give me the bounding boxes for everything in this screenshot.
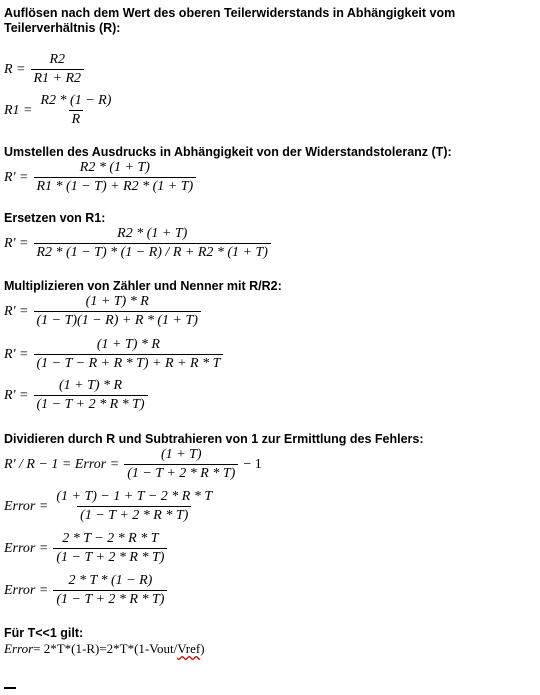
equation-2 xyxy=(4,93,116,128)
denominator: (1 − T + 2 * R * T) xyxy=(34,395,148,413)
denominator: R2 * (1 − T) * (1 − R) / R + R2 * (1 + T) xyxy=(34,243,271,261)
equation-fraction xyxy=(34,337,224,372)
numerator: (1 + T) − 1 + T − 2 * R * T xyxy=(56,489,213,504)
section-heading-5: Dividieren durch R und Subtrahieren von 1 zur Ermittlung des Fehlers: xyxy=(4,432,424,446)
equation-tail: − 1 xyxy=(243,456,262,472)
text-cursor-dash xyxy=(4,687,16,689)
numerator: R2 * (1 − R) xyxy=(40,93,112,108)
equation-11 xyxy=(4,573,169,608)
equation-fraction xyxy=(34,160,197,195)
denominator: (1 − T + 2 * R * T) xyxy=(53,548,167,566)
numerator: (1 + T) xyxy=(160,447,202,462)
equation-lhs: R = xyxy=(4,61,26,77)
final-lhs: Error xyxy=(4,641,34,656)
equation-lhs: Error = xyxy=(4,498,49,514)
denominator: R1 + R2 xyxy=(31,69,85,87)
equation-lhs: Error = xyxy=(4,582,49,598)
final-close: ) xyxy=(200,641,205,656)
numerator: 2 * T * (1 − R) xyxy=(68,573,153,588)
section-heading-2: Umstellen des Ausdrucks in Abhängigkeit von der Widerstandstoleranz (T): xyxy=(4,145,452,159)
numerator: R2 xyxy=(49,52,66,67)
equation-fraction xyxy=(34,226,271,261)
numerator: (1 + T) * R xyxy=(58,378,123,393)
equation-6 xyxy=(4,337,225,372)
denominator: (1 − T + 2 * R * T) xyxy=(77,506,191,524)
equation-lhs: R1 = xyxy=(4,102,33,118)
numerator: 2 * T − 2 * R * T xyxy=(62,531,159,546)
equation-1 xyxy=(4,52,86,87)
equation-10 xyxy=(4,531,169,566)
equation-fraction xyxy=(34,294,201,329)
section-heading-1: Auflösen nach dem Wert des oberen Teilerwiderstands in Abhängigkeit vom Teilerverhältnis (R): xyxy=(4,6,456,35)
equation-fraction xyxy=(53,573,167,608)
equation-8 xyxy=(4,447,262,482)
spellcheck-word: Vref xyxy=(177,641,201,656)
equation-9 xyxy=(4,489,217,524)
equation-lhs: R' = xyxy=(4,387,29,403)
section-heading-3: Ersetzen von R1: xyxy=(4,211,106,225)
equation-5 xyxy=(4,294,203,329)
final-expression: = 2*T*(1-R)=2*T*(1-Vout/ xyxy=(33,641,178,656)
equation-lhs: R' = xyxy=(4,169,29,185)
denominator: R xyxy=(69,110,84,128)
denominator: R1 * (1 − T) + R2 * (1 + T) xyxy=(34,177,197,195)
equation-fraction xyxy=(31,52,85,87)
denominator: (1 − T + 2 * R * T) xyxy=(124,464,238,482)
equation-lhs: R' = xyxy=(4,346,29,362)
numerator: R2 * (1 + T) xyxy=(79,160,150,175)
equation-lhs: R' = xyxy=(4,235,29,251)
denominator: (1 − T − R + R * T) + R + R * T xyxy=(34,354,224,372)
final-equation xyxy=(4,641,205,657)
equation-7 xyxy=(4,378,150,413)
denominator: (1 − T + 2 * R * T) xyxy=(53,590,167,608)
equation-fraction xyxy=(38,93,115,128)
numerator: R2 * (1 + T) xyxy=(117,226,188,241)
equation-fraction xyxy=(53,531,167,566)
numerator: (1 + T) * R xyxy=(96,337,160,352)
equation-lhs: R' / R − 1 = Error = xyxy=(4,456,120,472)
equation-4 xyxy=(4,226,273,261)
equation-fraction xyxy=(124,447,238,482)
numerator: (1 + T) * R xyxy=(85,294,149,309)
equation-lhs: R' = xyxy=(4,303,29,319)
denominator: (1 − T)(1 − R) + R * (1 + T) xyxy=(34,311,201,329)
section-heading-6: Für T<<1 gilt: xyxy=(4,626,84,640)
equation-fraction xyxy=(34,378,148,413)
section-heading-4: Multiplizieren von Zähler und Nenner mit R/R2: xyxy=(4,279,282,293)
equation-lhs: Error = xyxy=(4,540,49,556)
equation-3 xyxy=(4,160,198,195)
equation-fraction xyxy=(53,489,215,524)
